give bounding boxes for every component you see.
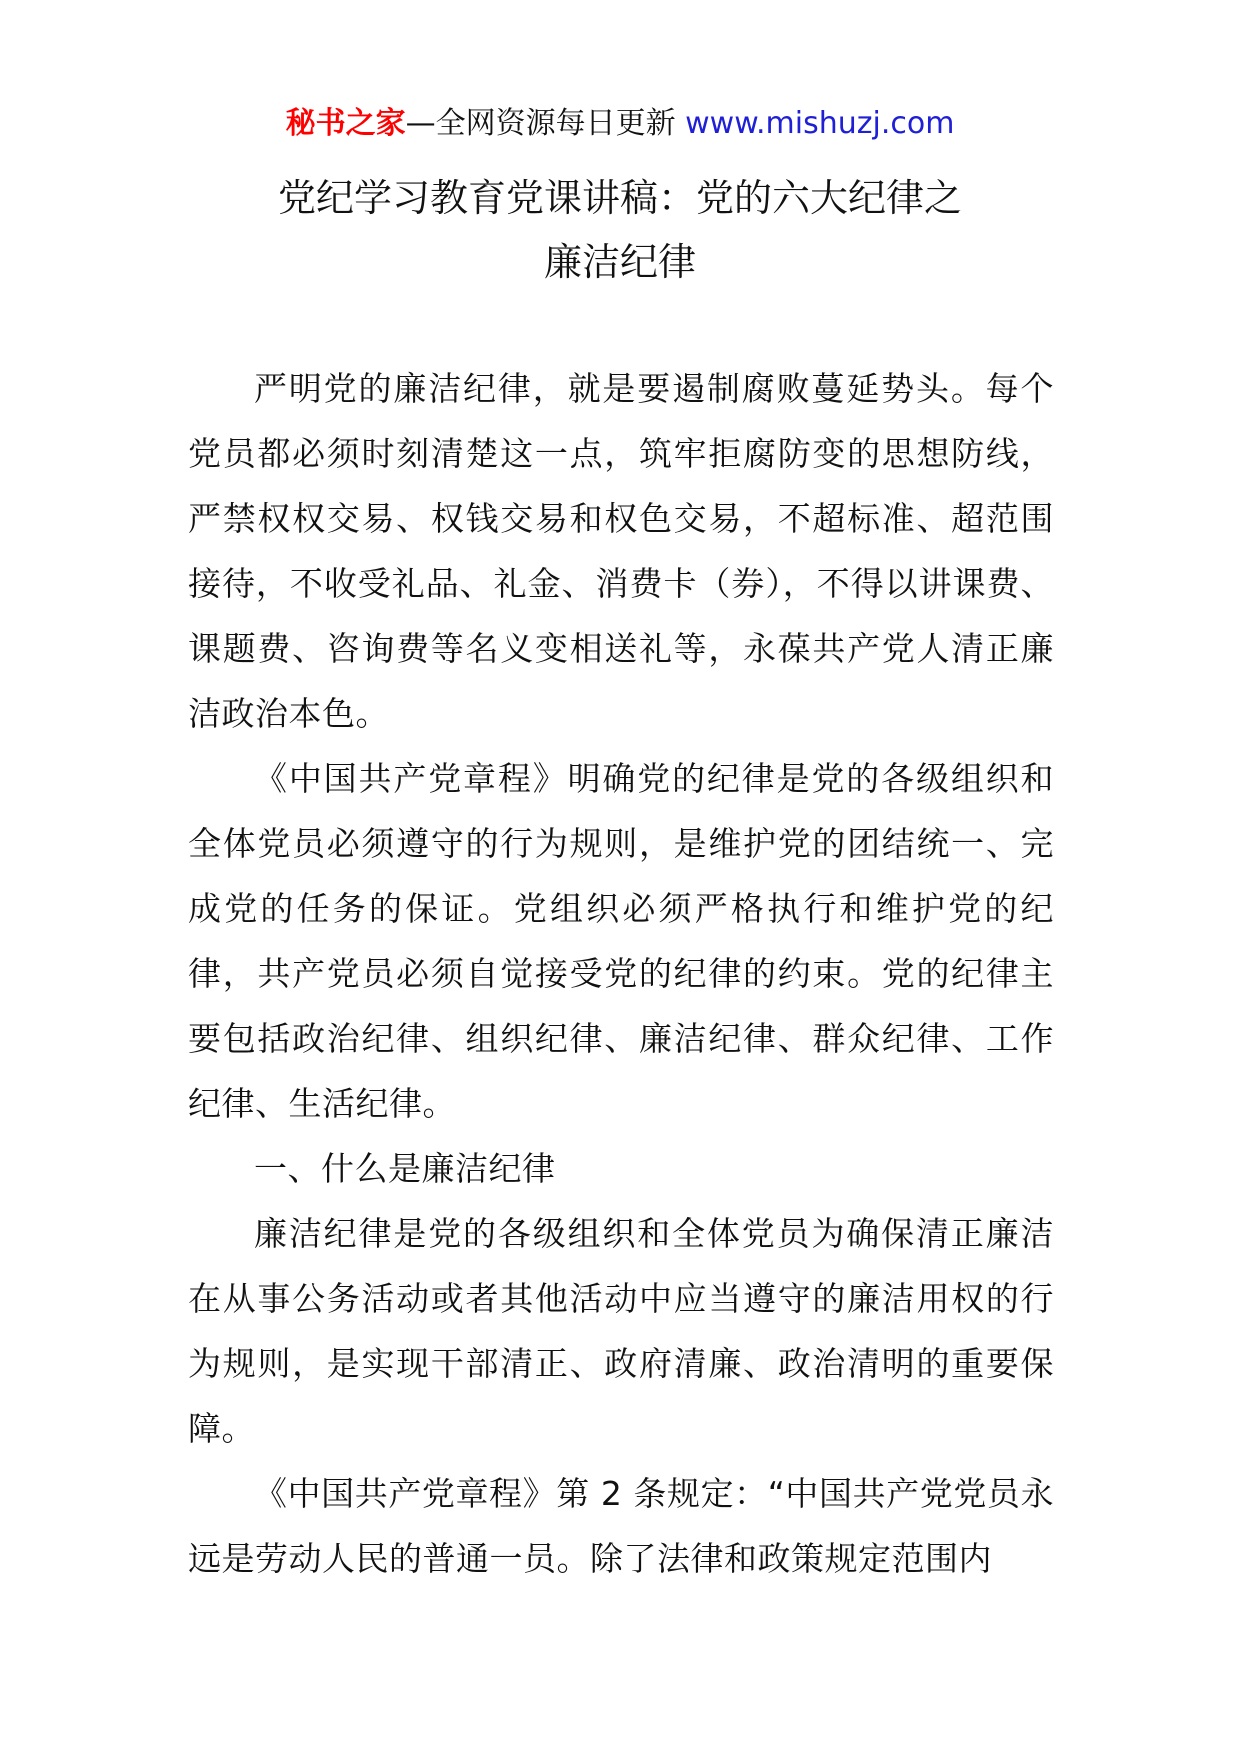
title-line-1: 党纪学习教育党课讲稿：党的六大纪律之	[277, 176, 962, 220]
paragraph-intro: 严明党的廉洁纪律，就是要遏制腐败蔓延势头。每个党员都必须时刻清楚这一点，筑牢拒腐防变的思想防线，严禁权权交易、权钱交易和权色交易，不超标准、超范围接待，不收受礼品、礼金、消费卡（券），不得以讲课费、课题费、咨询费等名义变相送礼等，永葆共产党人清正廉洁政治本色。	[188, 369, 1054, 733]
section-heading-1: 一、什么是廉洁纪律	[254, 1149, 556, 1188]
site-url-link[interactable]: www.mishuzj.com	[685, 106, 955, 141]
site-tagline: —全网资源每日更新	[405, 106, 686, 141]
paragraph-definition: 廉洁纪律是党的各级组织和全体党员为确保清正廉洁在从事公务活动或者其他活动中应当遵守的廉洁用权的行为规则，是实现干部清正、政府清廉、政治清明的重要保障。	[188, 1214, 1054, 1448]
document-body	[188, 356, 1054, 1591]
paragraph-party-constitution: 《中国共产党章程》明确党的纪律是党的各级组织和全体党员必须遵守的行为规则，是维护党的团结统一、完成党的任务的保证。党组织必须严格执行和维护党的纪律，共产党员必须自觉接受党的纪律的约束。党的纪律主要包括政治纪律、组织纪律、廉洁纪律、群众纪律、工作纪律、生活纪律。	[188, 759, 1054, 1123]
paragraph-article-2: 《中国共产党章程》第 2 条规定：“中国共产党党员永远是劳动人民的普通一员。除了法律和政策规定范围内	[188, 1474, 1054, 1578]
site-header	[0, 102, 1240, 146]
site-brand: 秘书之家	[285, 106, 406, 141]
title-line-2: 廉洁纪律	[543, 240, 696, 284]
document-title	[0, 166, 1240, 294]
